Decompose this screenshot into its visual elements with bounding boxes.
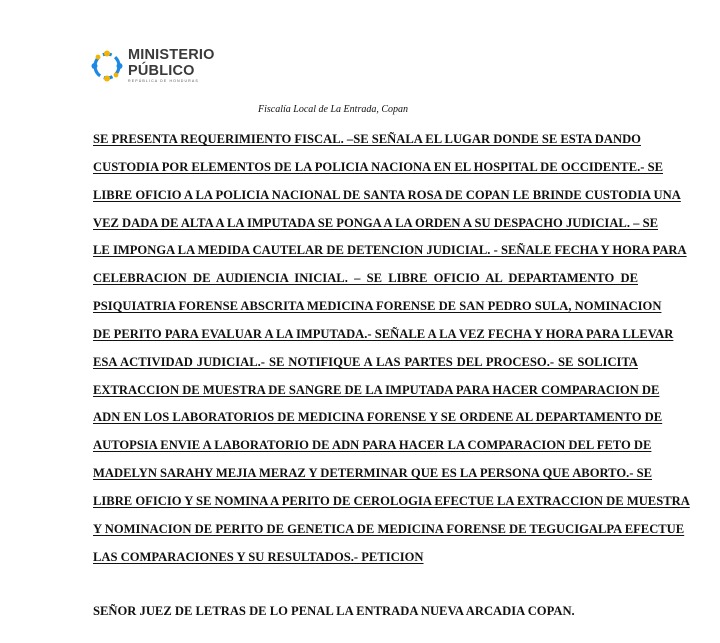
body-line: MADELYN SARAHY MEJIA MERAZ Y DETERMINAR QUE ES LA PERSONA QUE ABORTO.- SE <box>93 466 653 481</box>
logo-line-1: MINISTERIO <box>128 47 215 63</box>
addressee-line: SEÑOR JUEZ DE LETRAS DE LO PENAL LA ENTRADA NUEVA ARCADIA COPAN. <box>93 604 575 618</box>
logo-line-3: REPÚBLICA DE HONDURAS <box>128 79 199 83</box>
body-line: AUTOPSIA ENVIE A LABORATORIO DE ADN PARA HACER LA COMPARACION DEL FETO DE <box>93 438 652 453</box>
body-line: SE PRESENTA REQUERIMIENTO FISCAL. –SE SEÑALA EL LUGAR DONDE SE ESTA DANDO <box>93 132 641 146</box>
logo-emblem-icon <box>90 49 124 83</box>
body-line: LE IMPONGA LA MEDIDA CAUTELAR DE DETENCION JUDICIAL. - SEÑALE FECHA Y HORA PARA <box>93 243 687 258</box>
body-line: VEZ DADA DE ALTA A LA IMPUTADA SE PONGA A LA ORDEN A SU DESPACHO JUDICIAL. – SE <box>93 215 658 230</box>
requirement-body <box>93 126 690 572</box>
body-line: Y NOMINACION DE PERITO DE GENETICA DE MEDICINA FORENSE DE TEGUCIGALPA EFECTUE <box>93 521 685 536</box>
body-line: ADN EN LOS LABORATORIOS DE MEDICINA FORENSE Y SE ORDENE AL DEPARTAMENTO DE <box>93 410 663 425</box>
body-line: EXTRACCION DE MUESTRA DE SANGRE DE LA IMPUTADA PARA HACER COMPARACION DE <box>93 382 660 397</box>
body-line: LIBRE OFICIO A LA POLICIA NACIONAL DE SANTA ROSA DE COPAN LE BRINDE CUSTODIA UNA <box>93 187 681 202</box>
body-line: CELEBRACION DE AUDIENCIA INICIAL. – SE LIBRE OFICIO AL DEPARTAMENTO DE <box>93 271 638 286</box>
office-subheader-text: Fiscalía Local de La Entrada, Copan <box>258 104 408 115</box>
body-line: DE PERITO PARA EVALUAR A LA IMPUTADA.- SEÑALE A LA VEZ FECHA Y HORA PARA LLEVAR <box>93 326 674 341</box>
body-line: ESA ACTIVIDAD JUDICIAL.- SE NOTIFIQUE A LAS PARTES DEL PROCESO.- SE SOLICITA <box>93 354 638 369</box>
body-line: LAS COMPARACIONES Y SU RESULTADOS.- PETICION <box>93 549 424 564</box>
office-subheader <box>0 104 720 115</box>
body-line: PSIQUIATRIA FORENSE ABSCRITA MEDICINA FORENSE DE SAN PEDRO SULA, NOMINACION <box>93 299 662 314</box>
ministerio-publico-logo <box>90 48 215 84</box>
body-line: CUSTODIA POR ELEMENTOS DE LA POLICIA NACIONA EN EL HOSPITAL DE OCCIDENTE.- SE <box>93 159 663 174</box>
logo-line-2: PÚBLICO <box>128 62 195 79</box>
body-line: LIBRE OFICIO Y SE NOMINA A PERITO DE CEROLOGIA EFECTUE LA EXTRACCION DE MUESTRA <box>93 493 690 508</box>
